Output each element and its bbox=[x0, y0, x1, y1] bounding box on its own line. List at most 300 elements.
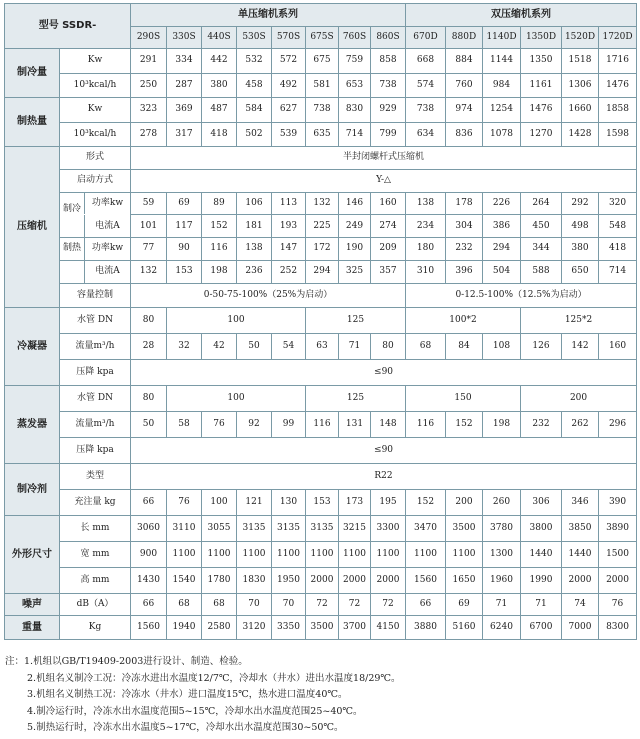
value-cell: 1540 bbox=[167, 568, 202, 594]
capacity-row bbox=[5, 283, 637, 308]
value-cell: 344 bbox=[521, 238, 562, 261]
value-cell: 380 bbox=[202, 73, 237, 98]
value-cell: 296 bbox=[599, 412, 637, 438]
evaporator-row bbox=[5, 386, 637, 412]
value-cell: 193 bbox=[272, 215, 306, 238]
value-cell: 77 bbox=[131, 238, 167, 261]
model-cell: 290S bbox=[131, 27, 167, 49]
value-cell: 487 bbox=[202, 98, 237, 123]
value-cell: 66 bbox=[131, 594, 167, 616]
value-cell: 138 bbox=[406, 192, 446, 215]
weight-label: 重量 bbox=[5, 616, 60, 640]
value-cell: 369 bbox=[167, 98, 202, 123]
value-cell: 3890 bbox=[599, 516, 637, 542]
value-cell: 138 bbox=[237, 238, 272, 261]
evaporator-row bbox=[5, 412, 637, 438]
value-cell: 291 bbox=[131, 49, 167, 74]
dimensions-label: 外形尺寸 bbox=[5, 516, 60, 594]
note-5: 5.制热运行时，冷冻水出水温度5~17℃，冷却水出水温度范围30~50℃。 bbox=[27, 722, 344, 734]
value-cell: 830 bbox=[339, 98, 371, 123]
value-cell: 1830 bbox=[237, 568, 272, 594]
value-cell: R22 bbox=[131, 464, 637, 490]
value-cell: 90 bbox=[167, 238, 202, 261]
value-cell: 6240 bbox=[483, 616, 521, 640]
value-cell: 588 bbox=[521, 260, 562, 283]
value-cell: 574 bbox=[406, 73, 446, 98]
mode-label-spacer bbox=[60, 215, 85, 237]
value-cell: 132 bbox=[131, 260, 167, 283]
row-label: 压降 kpa bbox=[60, 438, 131, 464]
value-cell: 2000 bbox=[562, 568, 599, 594]
value-cell: 160 bbox=[599, 334, 637, 360]
noise-label: 噪声 bbox=[5, 594, 60, 616]
notes bbox=[5, 654, 635, 737]
model-label: 型号 SSDR- bbox=[5, 4, 131, 49]
value-cell: 539 bbox=[272, 122, 306, 147]
value-cell: 71 bbox=[521, 594, 562, 616]
value-cell: 1518 bbox=[562, 49, 599, 74]
value-cell: 1100 bbox=[167, 542, 202, 568]
value-cell: 99 bbox=[272, 412, 306, 438]
value-cell: 3800 bbox=[521, 516, 562, 542]
row-label-cell bbox=[60, 215, 131, 238]
value-cell: 1078 bbox=[483, 122, 521, 147]
row-label: 类型 bbox=[60, 464, 131, 490]
value-cell: 396 bbox=[446, 260, 483, 283]
value-cell: 799 bbox=[371, 122, 406, 147]
value-cell: 1858 bbox=[599, 98, 637, 123]
mode-label-spacer bbox=[60, 261, 85, 283]
cool-current-row bbox=[5, 215, 637, 238]
value-cell: 442 bbox=[202, 49, 237, 74]
value-cell: 3500 bbox=[446, 516, 483, 542]
single-series-header: 单压缩机系列 bbox=[131, 4, 406, 27]
value-cell: 200 bbox=[446, 490, 483, 516]
row-label: 启动方式 bbox=[60, 169, 131, 192]
note-1: 注：1.机组以GB/T19409-2003进行设计、制造、检验。 bbox=[5, 656, 248, 667]
value-cell: 1306 bbox=[562, 73, 599, 98]
value-cell: 50 bbox=[237, 334, 272, 360]
value-cell: 1350 bbox=[521, 49, 562, 74]
value-cell: 320 bbox=[599, 192, 637, 215]
value-cell: 101 bbox=[131, 215, 167, 238]
refrigerant-label: 制冷剂 bbox=[5, 464, 60, 516]
value-cell: 116 bbox=[406, 412, 446, 438]
value-cell: 357 bbox=[371, 260, 406, 283]
value-cell: 264 bbox=[521, 192, 562, 215]
value-cell: 584 bbox=[237, 98, 272, 123]
value-cell: 153 bbox=[306, 490, 339, 516]
value-cell: 121 bbox=[237, 490, 272, 516]
value-cell: 1430 bbox=[131, 568, 167, 594]
double-series-header: 双压缩机系列 bbox=[406, 4, 637, 27]
value-cell: 3470 bbox=[406, 516, 446, 542]
model-cell: 1350D bbox=[521, 27, 562, 49]
mode-label: 制热 bbox=[60, 238, 85, 260]
value-cell: 760 bbox=[446, 73, 483, 98]
heat-power-row bbox=[5, 238, 637, 261]
value-cell: 50 bbox=[131, 412, 167, 438]
row-label: 水管 DN bbox=[60, 386, 131, 412]
value-cell: 262 bbox=[562, 412, 599, 438]
compressor-label: 压缩机 bbox=[5, 147, 60, 308]
value-cell: 334 bbox=[167, 49, 202, 74]
value-cell: 418 bbox=[599, 238, 637, 261]
value-cell: 1100 bbox=[446, 542, 483, 568]
model-cell: 880D bbox=[446, 27, 483, 49]
model-cell: 860S bbox=[371, 27, 406, 49]
value-cell: 1100 bbox=[237, 542, 272, 568]
value-cell: 346 bbox=[562, 490, 599, 516]
value-cell: 1598 bbox=[599, 122, 637, 147]
value-cell: 252 bbox=[272, 260, 306, 283]
model-cell: 1140D bbox=[483, 27, 521, 49]
value-cell: 72 bbox=[371, 594, 406, 616]
row-label: 形式 bbox=[60, 147, 131, 170]
value-cell: 71 bbox=[483, 594, 521, 616]
value-cell: 6700 bbox=[521, 616, 562, 640]
value-cell: 172 bbox=[306, 238, 339, 261]
value-cell: 1100 bbox=[306, 542, 339, 568]
value-cell: Y-△ bbox=[131, 169, 637, 192]
value-cell: 325 bbox=[339, 260, 371, 283]
value-cell: 148 bbox=[371, 412, 406, 438]
value-cell: 738 bbox=[406, 98, 446, 123]
value-cell: 117 bbox=[167, 215, 202, 238]
dimension-row bbox=[5, 542, 637, 568]
value-cell: 232 bbox=[521, 412, 562, 438]
spec-table-body bbox=[5, 4, 637, 640]
value-cell: 1144 bbox=[483, 49, 521, 74]
value-cell: 1100 bbox=[272, 542, 306, 568]
value-cell: 1650 bbox=[446, 568, 483, 594]
note-4: 4.制冷运行时，冷冻水出水温度范围5~15℃，冷却水出水温度范围25~40℃。 bbox=[27, 705, 363, 717]
heating-row bbox=[5, 98, 637, 123]
row-label: 高 mm bbox=[60, 568, 131, 594]
value-cell: 675 bbox=[306, 49, 339, 74]
value-cell: 146 bbox=[339, 192, 371, 215]
value-cell: 1100 bbox=[202, 542, 237, 568]
value-cell: 504 bbox=[483, 260, 521, 283]
value-cell: 292 bbox=[562, 192, 599, 215]
value-cell: 1428 bbox=[562, 122, 599, 147]
row-label-cell bbox=[60, 260, 131, 283]
value-cell: 84 bbox=[446, 334, 483, 360]
heating-label: 制热量 bbox=[5, 98, 60, 147]
condenser-row bbox=[5, 360, 637, 386]
value-cell: 190 bbox=[339, 238, 371, 261]
value-cell: 1950 bbox=[272, 568, 306, 594]
value-cell: 54 bbox=[272, 334, 306, 360]
value-cell: 317 bbox=[167, 122, 202, 147]
value-cell: 1716 bbox=[599, 49, 637, 74]
value-cell: 125 bbox=[306, 308, 406, 334]
row-label: 长 mm bbox=[60, 516, 131, 542]
value-cell: 66 bbox=[131, 490, 167, 516]
value-cell: 306 bbox=[521, 490, 562, 516]
value-cell: 3350 bbox=[272, 616, 306, 640]
value-cell: 76 bbox=[202, 412, 237, 438]
value-cell: 627 bbox=[272, 98, 306, 123]
value-cell: 68 bbox=[167, 594, 202, 616]
value-cell: 3780 bbox=[483, 516, 521, 542]
value-cell: 209 bbox=[371, 238, 406, 261]
value-cell: 113 bbox=[272, 192, 306, 215]
value-cell: 458 bbox=[237, 73, 272, 98]
value-cell: 884 bbox=[446, 49, 483, 74]
value-cell: 147 bbox=[272, 238, 306, 261]
noise-row bbox=[5, 594, 637, 616]
value-cell: 668 bbox=[406, 49, 446, 74]
value-cell: 1440 bbox=[562, 542, 599, 568]
value-cell: 7000 bbox=[562, 616, 599, 640]
value-cell: 1476 bbox=[599, 73, 637, 98]
refrigerant-row bbox=[5, 490, 637, 516]
row-label: 充注量 kg bbox=[60, 490, 131, 516]
value-cell: 260 bbox=[483, 490, 521, 516]
condenser-row bbox=[5, 308, 637, 334]
value-cell: 130 bbox=[272, 490, 306, 516]
value-cell: 66 bbox=[406, 594, 446, 616]
value-cell: 714 bbox=[339, 122, 371, 147]
cooling-row bbox=[5, 73, 637, 98]
spec-table bbox=[4, 3, 637, 640]
value-cell: 74 bbox=[562, 594, 599, 616]
value-cell: 3110 bbox=[167, 516, 202, 542]
value-cell: 738 bbox=[306, 98, 339, 123]
value-cell: 502 bbox=[237, 122, 272, 147]
value-cell: 450 bbox=[521, 215, 562, 238]
value-cell: 180 bbox=[406, 238, 446, 261]
value-cell: 2000 bbox=[339, 568, 371, 594]
row-label: 流量m³/h bbox=[60, 334, 131, 360]
compressor-row bbox=[5, 147, 637, 170]
value-cell: 173 bbox=[339, 490, 371, 516]
value-cell: 3700 bbox=[339, 616, 371, 640]
value-cell: 1960 bbox=[483, 568, 521, 594]
value-cell: 152 bbox=[446, 412, 483, 438]
value-cell: 3215 bbox=[339, 516, 371, 542]
value-cell: 858 bbox=[371, 49, 406, 74]
value-cell: 294 bbox=[306, 260, 339, 283]
row-label: 容量控制 bbox=[60, 283, 131, 308]
value-cell: 380 bbox=[562, 238, 599, 261]
value-cell: 1440 bbox=[521, 542, 562, 568]
unit-cell: Kw bbox=[60, 49, 131, 74]
model-cell: 675S bbox=[306, 27, 339, 49]
value-cell: 1161 bbox=[521, 73, 562, 98]
value-cell: 0-50-75-100%（25%为启动） bbox=[131, 283, 406, 308]
value-cell: 1270 bbox=[521, 122, 562, 147]
row-label-cell bbox=[60, 238, 131, 261]
value-cell: 234 bbox=[406, 215, 446, 238]
value-cell: 738 bbox=[371, 73, 406, 98]
value-cell: 1990 bbox=[521, 568, 562, 594]
value-cell: 76 bbox=[599, 594, 637, 616]
value-cell: 4150 bbox=[371, 616, 406, 640]
model-cell: 1720D bbox=[599, 27, 637, 49]
value-cell: 2000 bbox=[371, 568, 406, 594]
value-cell: 249 bbox=[339, 215, 371, 238]
value-cell: 900 bbox=[131, 542, 167, 568]
value-cell: 1780 bbox=[202, 568, 237, 594]
row-label-cell bbox=[60, 192, 131, 215]
dimension-row bbox=[5, 568, 637, 594]
value-cell: 0-12.5-100%（12.5%为启动） bbox=[406, 283, 637, 308]
value-cell: 3880 bbox=[406, 616, 446, 640]
value-cell: 181 bbox=[237, 215, 272, 238]
value-cell: 836 bbox=[446, 122, 483, 147]
value-cell: 72 bbox=[339, 594, 371, 616]
value-cell: 386 bbox=[483, 215, 521, 238]
unit-cell: Kw bbox=[60, 98, 131, 123]
condenser-row bbox=[5, 334, 637, 360]
value-cell: 226 bbox=[483, 192, 521, 215]
value-cell: 1254 bbox=[483, 98, 521, 123]
value-cell: 492 bbox=[272, 73, 306, 98]
value-cell: 572 bbox=[272, 49, 306, 74]
value-cell: 3120 bbox=[237, 616, 272, 640]
cooling-row bbox=[5, 49, 637, 74]
value-cell: 714 bbox=[599, 260, 637, 283]
value-cell: 3300 bbox=[371, 516, 406, 542]
value-cell: 125*2 bbox=[521, 308, 637, 334]
value-cell: 71 bbox=[339, 334, 371, 360]
value-cell: 70 bbox=[272, 594, 306, 616]
value-cell: 80 bbox=[371, 334, 406, 360]
value-cell: 150 bbox=[406, 386, 521, 412]
value-cell: 304 bbox=[446, 215, 483, 238]
value-cell: 929 bbox=[371, 98, 406, 123]
value-cell: 274 bbox=[371, 215, 406, 238]
value-cell: 759 bbox=[339, 49, 371, 74]
value-cell: 418 bbox=[202, 122, 237, 147]
value-cell: 126 bbox=[521, 334, 562, 360]
value-cell: 2000 bbox=[599, 568, 637, 594]
value-cell: 1560 bbox=[131, 616, 167, 640]
value-cell: 200 bbox=[521, 386, 637, 412]
value-cell: 100 bbox=[202, 490, 237, 516]
value-cell: 1476 bbox=[521, 98, 562, 123]
value-cell: 108 bbox=[483, 334, 521, 360]
model-cell: 1520D bbox=[562, 27, 599, 49]
value-cell: ≤90 bbox=[131, 438, 637, 464]
value-cell: 974 bbox=[446, 98, 483, 123]
row-label: 电流A bbox=[95, 266, 120, 277]
value-cell: 581 bbox=[306, 73, 339, 98]
value-cell: 2000 bbox=[306, 568, 339, 594]
heat-current-row bbox=[5, 260, 637, 283]
value-cell: 1100 bbox=[406, 542, 446, 568]
value-cell: 287 bbox=[167, 73, 202, 98]
unit-cell: Kg bbox=[60, 616, 131, 640]
row-label: 功率kw bbox=[91, 243, 124, 254]
value-cell: 635 bbox=[306, 122, 339, 147]
value-cell: 152 bbox=[202, 215, 237, 238]
evaporator-row bbox=[5, 438, 637, 464]
value-cell: 2580 bbox=[202, 616, 237, 640]
note-2: 2.机组名义制冷工况：冷冻水进出水温度12/7℃，冷却水（井水）进出水温度18/29℃。 bbox=[27, 672, 401, 684]
value-cell: 498 bbox=[562, 215, 599, 238]
value-cell: 5160 bbox=[446, 616, 483, 640]
value-cell: 116 bbox=[202, 238, 237, 261]
value-cell: 131 bbox=[339, 412, 371, 438]
value-cell: 32 bbox=[167, 334, 202, 360]
value-cell: 225 bbox=[306, 215, 339, 238]
value-cell: 3500 bbox=[306, 616, 339, 640]
value-cell: ≤90 bbox=[131, 360, 637, 386]
value-cell: 310 bbox=[406, 260, 446, 283]
value-cell: 160 bbox=[371, 192, 406, 215]
value-cell: 100 bbox=[167, 386, 306, 412]
compressor-row bbox=[5, 169, 637, 192]
value-cell: 1940 bbox=[167, 616, 202, 640]
mode-label: 制冷 bbox=[60, 193, 85, 215]
value-cell: 532 bbox=[237, 49, 272, 74]
value-cell: 63 bbox=[306, 334, 339, 360]
row-label: 宽 mm bbox=[60, 542, 131, 568]
value-cell: 80 bbox=[131, 308, 167, 334]
value-cell: 653 bbox=[339, 73, 371, 98]
value-cell: 198 bbox=[483, 412, 521, 438]
value-cell: 3135 bbox=[272, 516, 306, 542]
dimension-row bbox=[5, 516, 637, 542]
value-cell: 232 bbox=[446, 238, 483, 261]
model-cell: 330S bbox=[167, 27, 202, 49]
value-cell: 1300 bbox=[483, 542, 521, 568]
value-cell: 68 bbox=[202, 594, 237, 616]
value-cell: 650 bbox=[562, 260, 599, 283]
value-cell: 142 bbox=[562, 334, 599, 360]
value-cell: 294 bbox=[483, 238, 521, 261]
row-label: 电流A bbox=[95, 220, 120, 231]
note-3: 3.机组名义制热工况：冷冻水（井水）进口温度15℃，热水进口温度40℃。 bbox=[27, 689, 348, 701]
value-cell: 100*2 bbox=[406, 308, 521, 334]
value-cell: 92 bbox=[237, 412, 272, 438]
value-cell: 8300 bbox=[599, 616, 637, 640]
value-cell: 100 bbox=[167, 308, 306, 334]
unit-cell: dB（A） bbox=[60, 594, 131, 616]
value-cell: 984 bbox=[483, 73, 521, 98]
value-cell: 80 bbox=[131, 386, 167, 412]
value-cell: 548 bbox=[599, 215, 637, 238]
unit-cell: 10³kcal/h bbox=[60, 122, 131, 147]
value-cell: 125 bbox=[306, 386, 406, 412]
value-cell: 323 bbox=[131, 98, 167, 123]
model-cell: 760S bbox=[339, 27, 371, 49]
cool-power-row bbox=[5, 192, 637, 215]
value-cell: 236 bbox=[237, 260, 272, 283]
cooling-label: 制冷量 bbox=[5, 49, 60, 98]
value-cell: 69 bbox=[167, 192, 202, 215]
value-cell: 28 bbox=[131, 334, 167, 360]
value-cell: 116 bbox=[306, 412, 339, 438]
value-cell: 42 bbox=[202, 334, 237, 360]
value-cell: 69 bbox=[446, 594, 483, 616]
value-cell: 1100 bbox=[371, 542, 406, 568]
value-cell: 132 bbox=[306, 192, 339, 215]
value-cell: 70 bbox=[237, 594, 272, 616]
value-cell: 1660 bbox=[562, 98, 599, 123]
value-cell: 153 bbox=[167, 260, 202, 283]
value-cell: 198 bbox=[202, 260, 237, 283]
value-cell: 152 bbox=[406, 490, 446, 516]
model-cell: 530S bbox=[237, 27, 272, 49]
value-cell: 3135 bbox=[306, 516, 339, 542]
value-cell: 1560 bbox=[406, 568, 446, 594]
value-cell: 1100 bbox=[339, 542, 371, 568]
value-cell: 半封闭螺杆式压缩机 bbox=[131, 147, 637, 170]
